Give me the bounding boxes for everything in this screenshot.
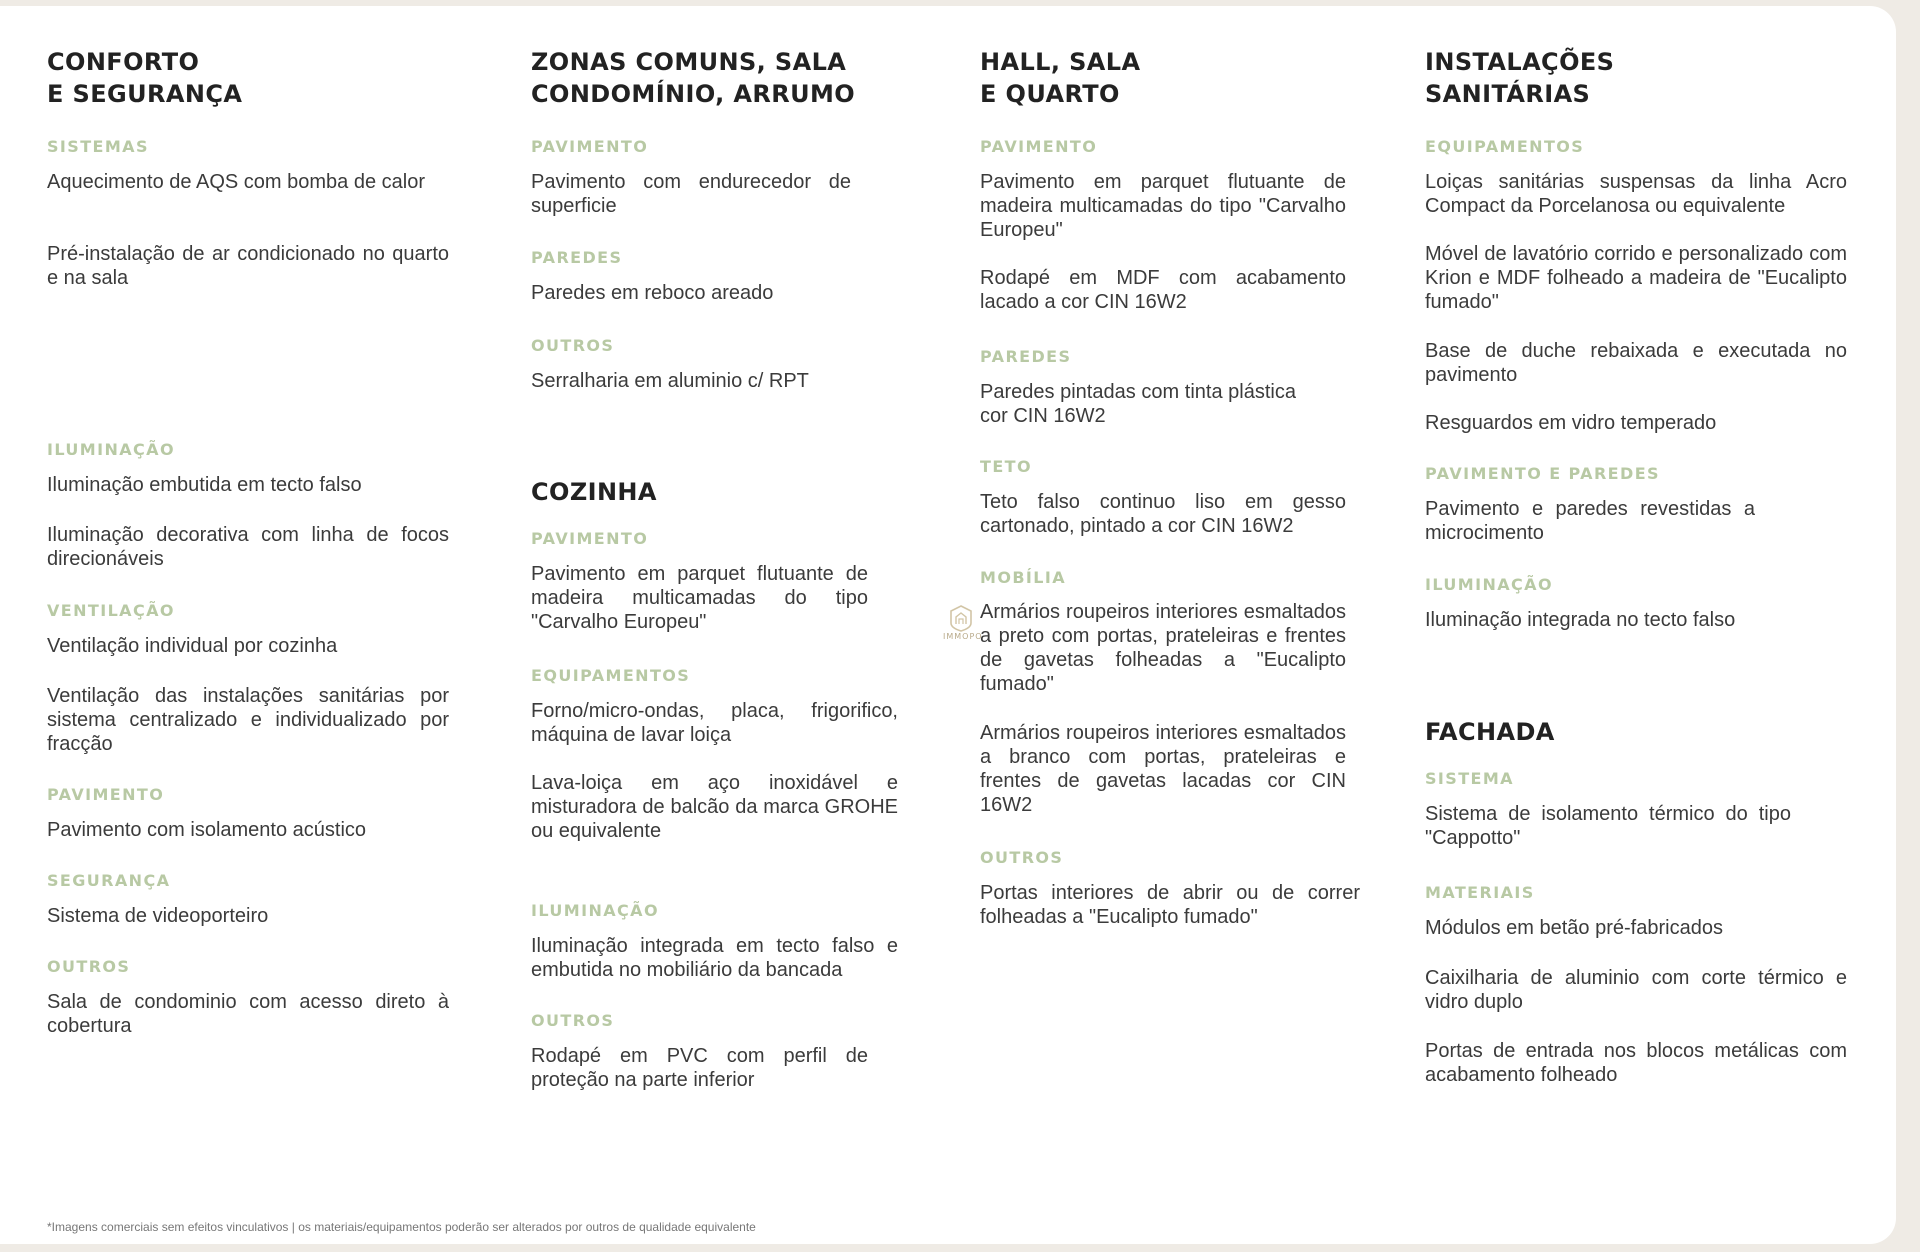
group-label-outros: OUTROS: [531, 336, 615, 355]
group-label-outros: OUTROS: [980, 848, 1064, 867]
group-label-pavimento-paredes: PAVIMENTO E PAREDES: [1425, 464, 1660, 483]
spec-item: Paredes pintadas com tinta plástica cor CIN 16W2: [980, 381, 1296, 427]
section-heading-zonas-comuns: ZONAS COMUNS, SALA CONDOMÍNIO, ARRUMO: [531, 48, 856, 108]
group-label-equipamentos: EQUIPAMENTOS: [531, 666, 691, 685]
group-label-paredes: PAREDES: [980, 347, 1072, 366]
group-label-iluminacao: ILUMINAÇÃO: [1425, 575, 1553, 594]
spec-item: Portas interiores de abrir ou de correr folheadas a "Eucalipto fumado": [980, 882, 1360, 928]
spec-item: Base de duche rebaixada e executada no pavimento: [1425, 340, 1847, 386]
spec-item: Aquecimento de AQS com bomba de calor: [47, 171, 425, 193]
spec-item: Rodapé em MDF com acabamento lacado a cor CIN 16W2: [980, 267, 1346, 313]
group-label-mobilia: MOBÍLIA: [980, 568, 1067, 587]
footnote: *Imagens comerciais sem efeitos vinculativos | os materiais/equipamentos poderão ser alterados por outros de qualidade equivalente: [47, 1220, 756, 1234]
spec-item: Portas de entrada nos blocos metálicas com acabamento folheado: [1425, 1040, 1847, 1086]
spec-item: Loiças sanitárias suspensas da linha Acro Compact da Porcelanosa ou equivalente: [1425, 171, 1847, 217]
spec-item: Iluminação embutida em tecto falso: [47, 474, 362, 496]
spec-item: Armários roupeiros interiores esmaltados a branco com portas, prateleiras e frentes de gavetas lacadas cor CIN 16W2: [980, 722, 1346, 816]
spec-item: Ventilação individual por cozinha: [47, 635, 338, 657]
spec-item: Pavimento e paredes revestidas a microcimento: [1425, 498, 1755, 544]
group-label-materiais: MATERIAIS: [1425, 883, 1535, 902]
spec-item: Pavimento com isolamento acústico: [47, 819, 367, 841]
group-label-ventilacao: VENTILAÇÃO: [47, 601, 175, 620]
spec-item: Paredes em reboco areado: [531, 282, 774, 304]
watermark-brand: IMMOPO: [943, 632, 983, 641]
spec-item: Sala de condominio com acesso direto à cobertura: [47, 991, 449, 1037]
group-label-iluminacao: ILUMINAÇÃO: [531, 901, 659, 920]
group-label-seguranca: SEGURANÇA: [47, 871, 171, 890]
section-heading-conforto-seguranca: CONFORTO E SEGURANÇA: [47, 48, 243, 108]
spec-item: Caixilharia de aluminio com corte térmico e vidro duplo: [1425, 967, 1847, 1013]
spec-item: Rodapé em PVC com perfil de proteção na parte inferior: [531, 1045, 868, 1091]
group-label-outros: OUTROS: [531, 1011, 615, 1030]
spec-item: Iluminação integrada no tecto falso: [1425, 609, 1736, 631]
house-shield-icon: [948, 604, 974, 632]
group-label-teto: TETO: [980, 457, 1032, 476]
section-heading-instalacoes-sanitarias: INSTALAÇÕES SANITÁRIAS: [1425, 48, 1615, 108]
group-label-paredes: PAREDES: [531, 248, 623, 267]
spec-item: Teto falso continuo liso em gesso cartonado, pintado a cor CIN 16W2: [980, 491, 1346, 537]
specifications-sheet: [0, 6, 1896, 1244]
group-label-sistemas: SISTEMAS: [47, 137, 149, 156]
group-label-iluminacao: ILUMINAÇÃO: [47, 440, 175, 459]
spec-item: Armários roupeiros interiores esmaltados a preto com portas, prateleiras e frentes de gavetas folheadas a "Eucalipto fumado": [980, 601, 1346, 695]
spec-item: Pavimento em parquet flutuante de madeira multicamadas do tipo "Carvalho Europeu": [980, 171, 1346, 241]
spec-item: Resguardos em vidro temperado: [1425, 412, 1717, 434]
spec-item: Pré-instalação de ar condicionado no quarto e na sala: [47, 243, 449, 289]
spec-item: Móvel de lavatório corrido e personalizado com Krion e MDF folheado a madeira de "Eucalipto fumado": [1425, 243, 1847, 313]
section-heading-cozinha: COZINHA: [531, 478, 657, 506]
spec-item: Pavimento com endurecedor de superficie: [531, 171, 851, 217]
group-label-pavimento: PAVIMENTO: [980, 137, 1098, 156]
group-label-outros: OUTROS: [47, 957, 131, 976]
section-heading-hall-sala-quarto: HALL, SALA E QUARTO: [980, 48, 1141, 108]
group-label-pavimento: PAVIMENTO: [47, 785, 165, 804]
spec-item: Módulos em betão pré-fabricados: [1425, 917, 1723, 939]
watermark-logo: [943, 604, 983, 642]
spec-item: Ventilação das instalações sanitárias por sistema centralizado e individualizado por fracção: [47, 685, 449, 755]
group-label-pavimento: PAVIMENTO: [531, 137, 649, 156]
spec-item: Iluminação decorativa com linha de focos direcionáveis: [47, 524, 449, 570]
spec-item: Sistema de videoporteiro: [47, 905, 269, 927]
spec-item: Serralharia em aluminio c/ RPT: [531, 370, 809, 392]
spec-item: Lava-loiça em aço inoxidável e misturadora de balcão da marca GROHE ou equivalente: [531, 772, 898, 842]
group-label-sistema: SISTEMA: [1425, 769, 1514, 788]
section-heading-fachada: FACHADA: [1425, 718, 1555, 746]
spec-item: Sistema de isolamento térmico do tipo "Cappotto": [1425, 803, 1791, 849]
spec-item: Forno/micro-ondas, placa, frigorifico, máquina de lavar loiça: [531, 700, 898, 746]
spec-item: Pavimento em parquet flutuante de madeira multicamadas do tipo "Carvalho Europeu": [531, 563, 868, 633]
spec-item: Iluminação integrada em tecto falso e embutida no mobiliário da bancada: [531, 935, 898, 981]
group-label-pavimento: PAVIMENTO: [531, 529, 649, 548]
group-label-equipamentos: EQUIPAMENTOS: [1425, 137, 1585, 156]
